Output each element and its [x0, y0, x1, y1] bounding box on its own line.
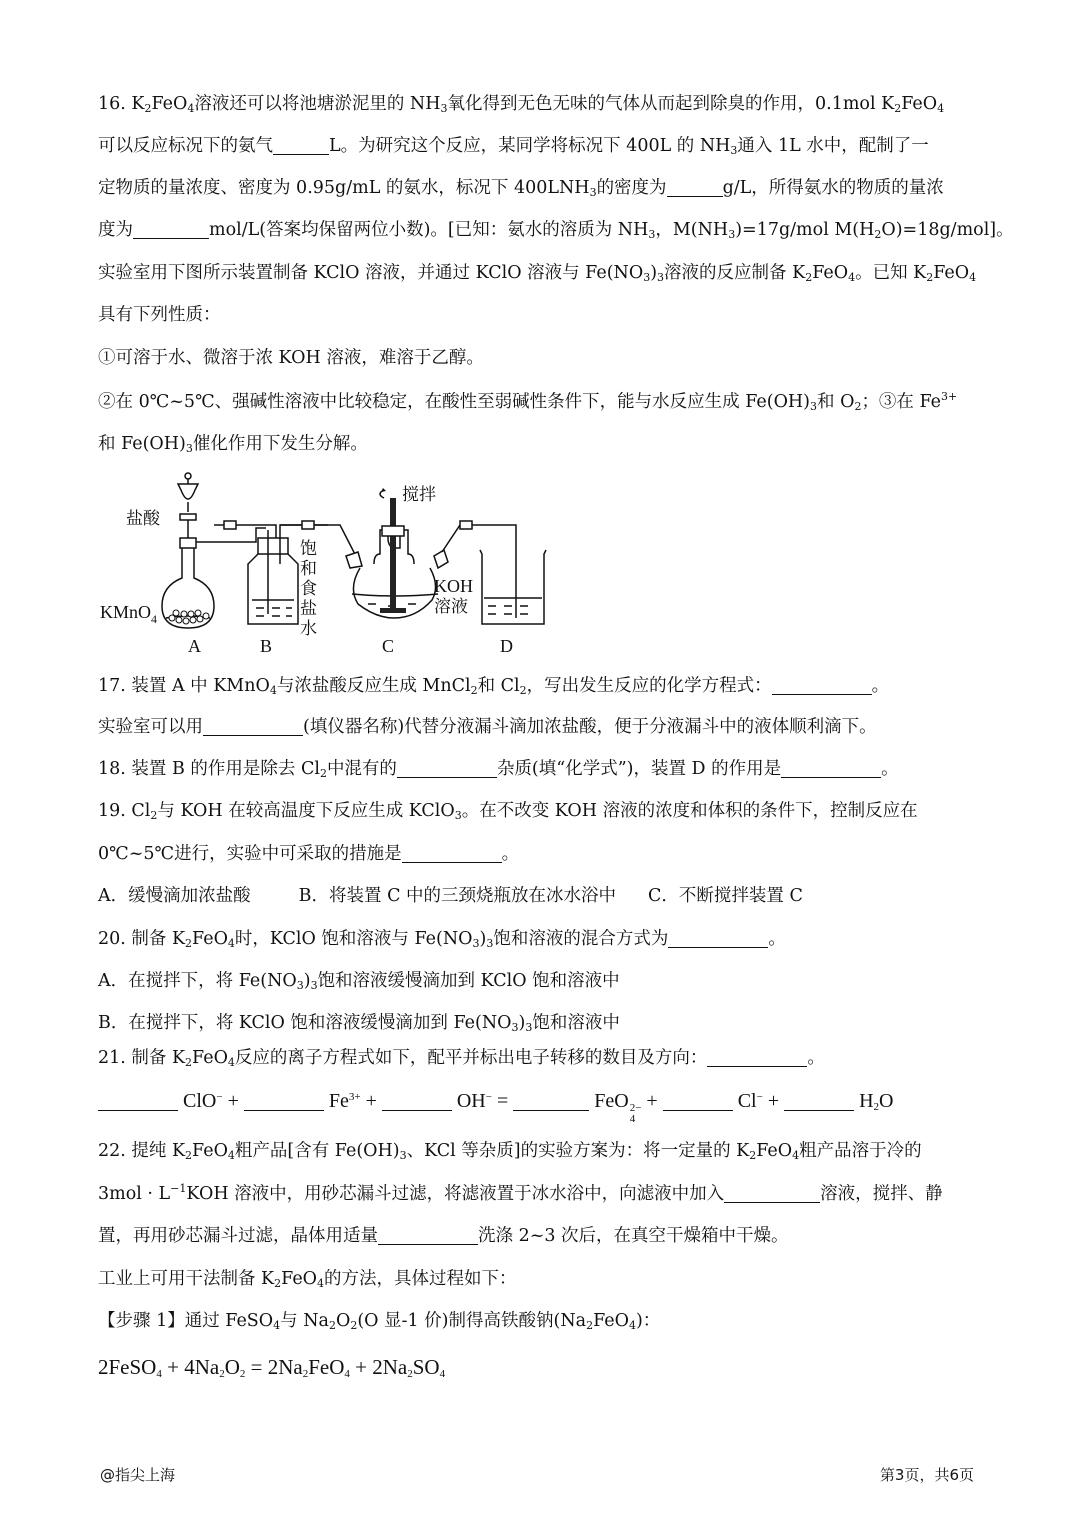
apparatus-a	[162, 473, 266, 628]
answer-blank[interactable]	[667, 178, 723, 197]
label-d: D	[500, 636, 513, 656]
label-saturated-3: 食	[300, 579, 317, 599]
q20-line: 20. 制备 $K_2FeO_4$时，KClO 饱和溶液与 $Fe(NO_3)_3$饱和溶液的混合方式为 。	[98, 929, 786, 950]
label-hcl: 盐酸	[126, 509, 160, 529]
answer-blank[interactable]	[781, 759, 881, 778]
label-koh-solution: 溶液	[434, 597, 468, 617]
footer-source: @指尖上海	[100, 1466, 176, 1484]
property-1: ①可溶于水、微溶于浓 KOH 溶液，难溶于乙醇。	[98, 348, 484, 368]
label-saturated-2: 和	[300, 559, 317, 579]
q19-option-b[interactable]: B．将装置 C 中的三颈烧瓶放在冰水浴中	[298, 886, 617, 906]
q17-line-1: 17. 装置 A 中 KMnO$_4$与浓盐酸反应生成 MnCl$_2$和 $Cl_2$，写出发生反应的化学方程式： 。	[98, 676, 890, 697]
kmno4-particles	[169, 610, 209, 624]
q22-line-3: 置，再用砂芯漏斗过滤，晶体用适量 洗涤 2~3 次后，在真空干燥箱中干燥。	[98, 1226, 789, 1246]
coefficient-blank[interactable]	[244, 1092, 324, 1111]
apparatus-d	[480, 550, 546, 624]
answer-blank[interactable]	[772, 676, 872, 695]
q21-line: 21. 制备 $K_2FeO_4$反应的离子方程式如下，配平并标出电子转移的数目及方向： 。	[98, 1048, 825, 1069]
label-stir: 搅拌	[402, 485, 436, 505]
q19-options	[98, 883, 980, 909]
answer-blank[interactable]	[402, 844, 502, 863]
q18-line: 18. 装置 B 的作用是除去 $Cl_2$中混有的 杂质(填“化学式”)，装置 D 的作用是 。	[98, 759, 899, 780]
coefficient-blank[interactable]	[784, 1092, 854, 1111]
property-2: ②在 0℃~5℃、强碱性溶液中比较稳定，在酸性至弱碱性条件下，能与水反应生成 $Fe(OH)_3$和 $O_2$；③在 $Fe^{3+}$	[98, 390, 958, 413]
coefficient-blank[interactable]	[98, 1092, 178, 1111]
answer-blank[interactable]	[707, 1048, 807, 1067]
label-kmno4: KMnO$_4$	[100, 602, 158, 626]
stirrer	[380, 488, 406, 613]
answer-blank[interactable]	[668, 929, 768, 948]
q19-option-c[interactable]: C．不断搅拌装置 C	[648, 886, 803, 906]
q19-line-1: 19. $Cl_2$与 KOH 在较高温度下反应生成 KClO$_3$。在不改变 KOH 溶液的浓度和体积的条件下，控制反应在	[98, 801, 918, 822]
q22-line-2: $3mol \cdot L^{-1}KOH$ 溶液中，用砂芯漏斗过滤，将滤液置于冰水浴中，向滤液中加入 溶液，搅拌、静	[98, 1182, 943, 1204]
answer-blank[interactable]	[397, 759, 497, 778]
answer-blank[interactable]	[724, 1184, 820, 1203]
q20-option-b[interactable]: B．在搅拌下，将 KClO 饱和溶液缓慢滴加到 $Fe(NO_3)_3$饱和溶液中	[98, 1013, 620, 1034]
q22-line-1: 22. 提纯 $K_2FeO_4$粗产品[含有 $Fe(OH)_3$、KCl 等杂质]的实验方案为：将一定量的 $K_2FeO_4$粗产品溶于冷的	[98, 1141, 922, 1162]
q16-line-2: 可以反应标况下的氨气 L。为研究这个反应，某同学将标况下 400L 的 $NH_3$通入 1L 水中，配制了一	[98, 136, 929, 157]
coefficient-blank[interactable]	[663, 1092, 733, 1111]
label-c: C	[382, 636, 395, 656]
coefficient-blank[interactable]	[382, 1092, 452, 1111]
answer-blank[interactable]	[378, 1226, 478, 1245]
industry-intro: 工业上可用干法制备 $K_2FeO_4$的方法，具体过程如下：	[98, 1269, 517, 1290]
answer-blank[interactable]	[203, 717, 303, 736]
q16-line-1: 16. $K_2FeO_4$溶液还可以将池塘淤泥里的 $NH_3$氧化得到无色无味的气体从而起到除臭的作用，0.1mol $K_2FeO_4$	[98, 94, 945, 115]
intro-line-2: 具有下列性质：	[98, 305, 221, 325]
q16-line-3: 定物质的量浓度、密度为 0.95g/mL 的氨水，标况下 $400LNH_3$的密度为 g/L，所得氨水的物质的量浓	[98, 178, 944, 199]
footer-page-number: 第3页，共6页	[879, 1466, 974, 1484]
answer-blank[interactable]	[133, 220, 209, 239]
q19-option-a[interactable]: A．缓慢滴加浓盐酸	[98, 886, 251, 906]
label-saturated-4: 盐	[300, 599, 317, 619]
property-3: 和 $Fe(OH)_3$催化作用下发生分解。	[98, 434, 368, 455]
step-1-equation: 2FeSO$_4$ + $4Na_2O_2 = 2Na_2FeO_4 + 2Na_2SO_4$	[98, 1355, 446, 1380]
label-b: B	[260, 636, 273, 656]
answer-blank[interactable]	[273, 136, 329, 155]
step-1: 【步骤 1】通过 FeSO$_4$与 $Na_2O_2(O$ 显-1 价)制得高铁酸钠$(Na_2FeO_4)$：	[98, 1311, 661, 1332]
q16-line-4: 度为 mol/L(答案均保留两位小数)。[已知：氨水的溶质为 $NH_3$，$M(NH_3)=17g$/mol $M(H_2O)=18g/mol$]。	[98, 220, 1014, 241]
label-saturated-5: 水	[300, 619, 317, 639]
q20-option-a[interactable]: A．在搅拌下，将 $Fe(NO_3)_3$饱和溶液缓慢滴加到 KClO 饱和溶液中	[98, 971, 620, 992]
coefficient-blank[interactable]	[513, 1092, 589, 1111]
q17-line-2: 实验室可以用 (填仪器名称)代替分液漏斗滴加浓盐酸，便于分液漏斗中的液体顺利滴下。	[98, 717, 877, 737]
label-koh: KOH	[434, 576, 473, 596]
q19-line-2: 0℃~5℃进行，实验中可采取的措施是 。	[98, 844, 520, 864]
apparatus-c	[346, 530, 448, 618]
apparatus-diagram	[96, 468, 556, 660]
label-saturated-1: 饱	[300, 539, 317, 559]
q21-ionic-equation: $ClO^- + Fe^{3+} + OH^-$ = FeO 2− 4 + $Cl^- + H_2O$	[98, 1088, 980, 1125]
label-a: A	[188, 636, 201, 656]
intro-line-1: 实验室用下图所示装置制备 KClO 溶液，并通过 KClO 溶液与 $Fe(NO_3)_3$溶液的反应制备 $K_2FeO_4$。已知 $K_2FeO_4$	[98, 263, 977, 284]
